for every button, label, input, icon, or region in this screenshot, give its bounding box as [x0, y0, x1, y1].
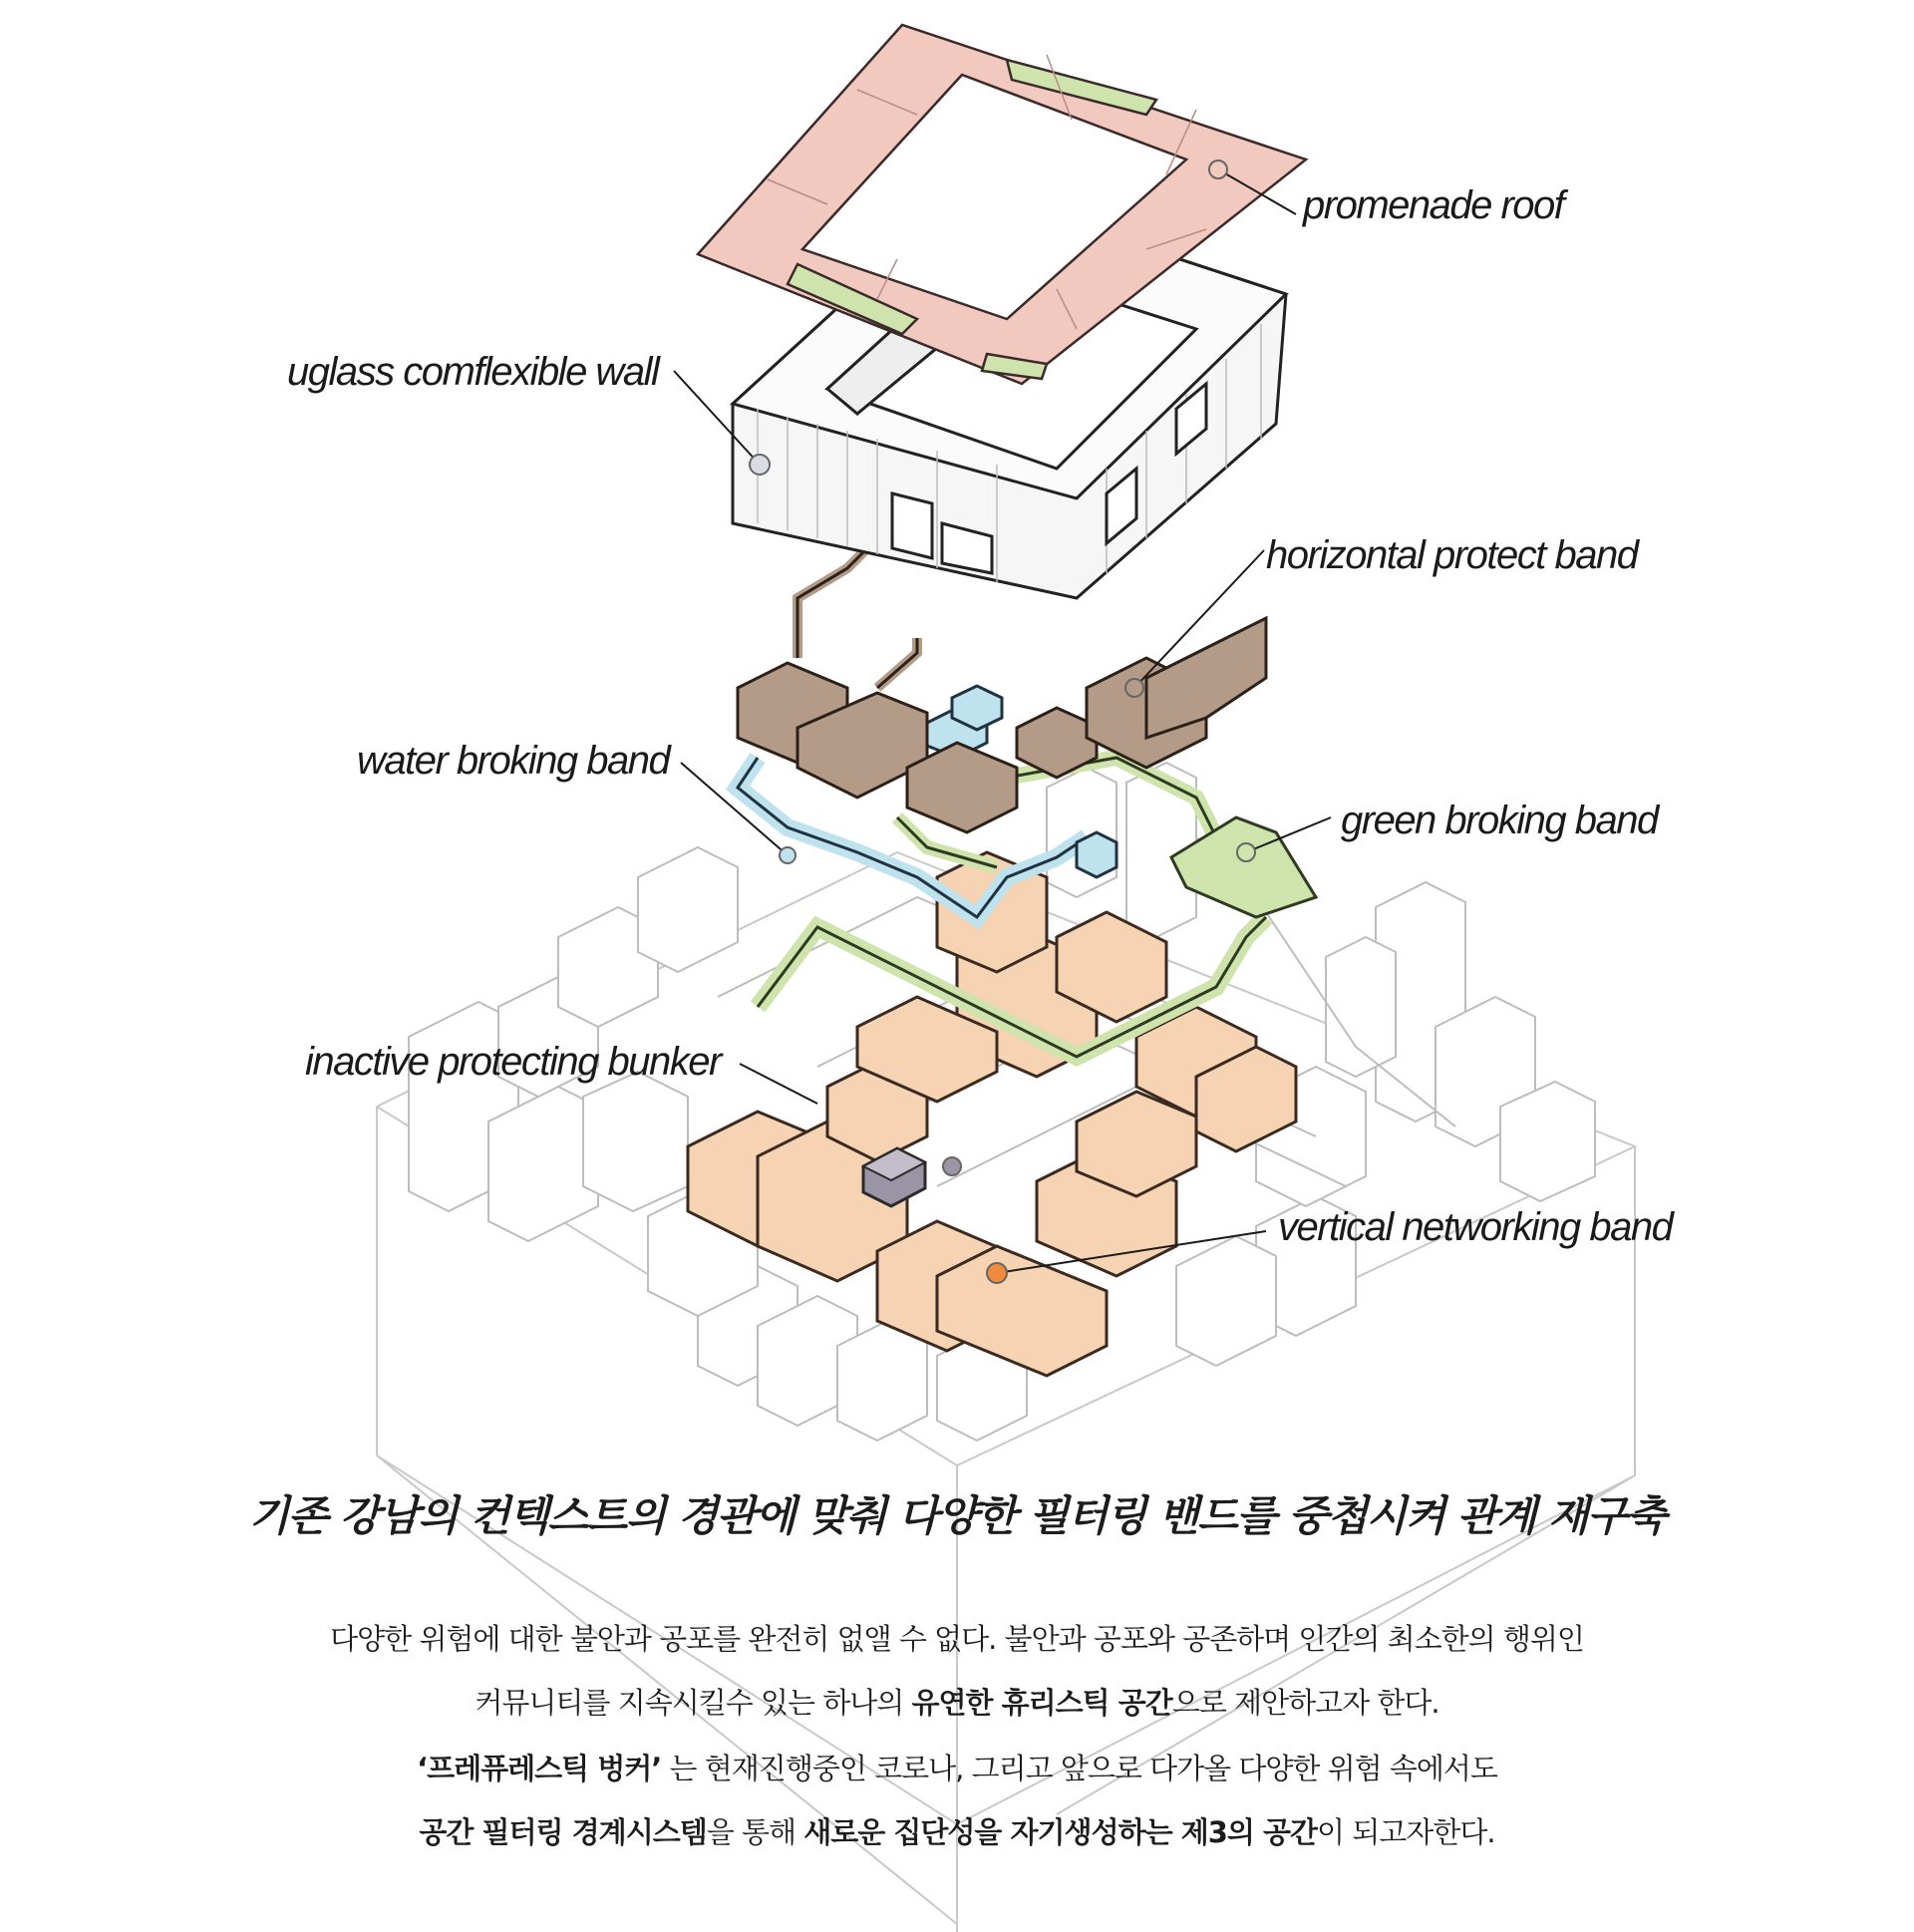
label-water-broking-band: water broking band [357, 739, 670, 783]
caption-line-4-bold-2: 새로운 집단성을 자기생성하는 제3의 공간 [803, 1815, 1318, 1849]
caption-line-2-a: 커뮤니티를 지속시킬수 있는 하나의 [475, 1686, 912, 1720]
marker-water [780, 847, 796, 863]
caption-line-2-bold: 유연한 휴리스틱 공간 [911, 1686, 1172, 1720]
caption-line-2-c: 으로 제안하고자 한다. [1171, 1686, 1439, 1720]
caption-line-4 [0, 1810, 1914, 1851]
caption-line-2 [0, 1681, 1914, 1722]
caption-line-3-bold: ‘프레퓨레스틱 벙커’ [417, 1752, 662, 1785]
caption-line-3-b: 는 현재진행중인 코로나, 그리고 앞으로 다가올 다양한 위험 속에서도 [661, 1752, 1497, 1785]
marker-vertical [987, 1263, 1007, 1283]
label-promenade-roof: promenade roof [1303, 183, 1564, 227]
caption-line-1-text: 다양한 위험에 대한 불안과 공포를 완전히 없앨 수 없다. 불안과 공포와 공존하며 인간의 최소한의 행위인 [330, 1622, 1584, 1656]
caption-line-4-d: 이 되고자한다. [1317, 1815, 1495, 1849]
caption-headline: 기존 강남의 컨텍스트의 경관에 맞춰 다양한 필터링 밴드를 중첩시켜 관계 재구축 [248, 1491, 1666, 1540]
marker-horizontal [1125, 679, 1143, 697]
marker-bunker [943, 1157, 961, 1175]
caption-line-3 [0, 1747, 1914, 1787]
marker-green [1237, 843, 1255, 861]
caption-line-1 [0, 1617, 1914, 1658]
label-inactive-protecting-bunker: inactive protecting bunker [305, 1040, 721, 1084]
marker-wall [750, 455, 770, 475]
label-vertical-networking-band: vertical networking band [1278, 1205, 1673, 1249]
caption-line-4-bold-1: 공간 필터링 경계시스템 [419, 1815, 707, 1849]
label-horizontal-protect-band: horizontal protect band [1266, 533, 1638, 577]
label-green-broking-band: green broking band [1341, 799, 1658, 842]
caption-line-4-b: 을 통해 [706, 1815, 804, 1849]
marker-roof [1209, 161, 1227, 178]
label-uglass-comflexible-wall: uglass comflexible wall [287, 350, 659, 394]
